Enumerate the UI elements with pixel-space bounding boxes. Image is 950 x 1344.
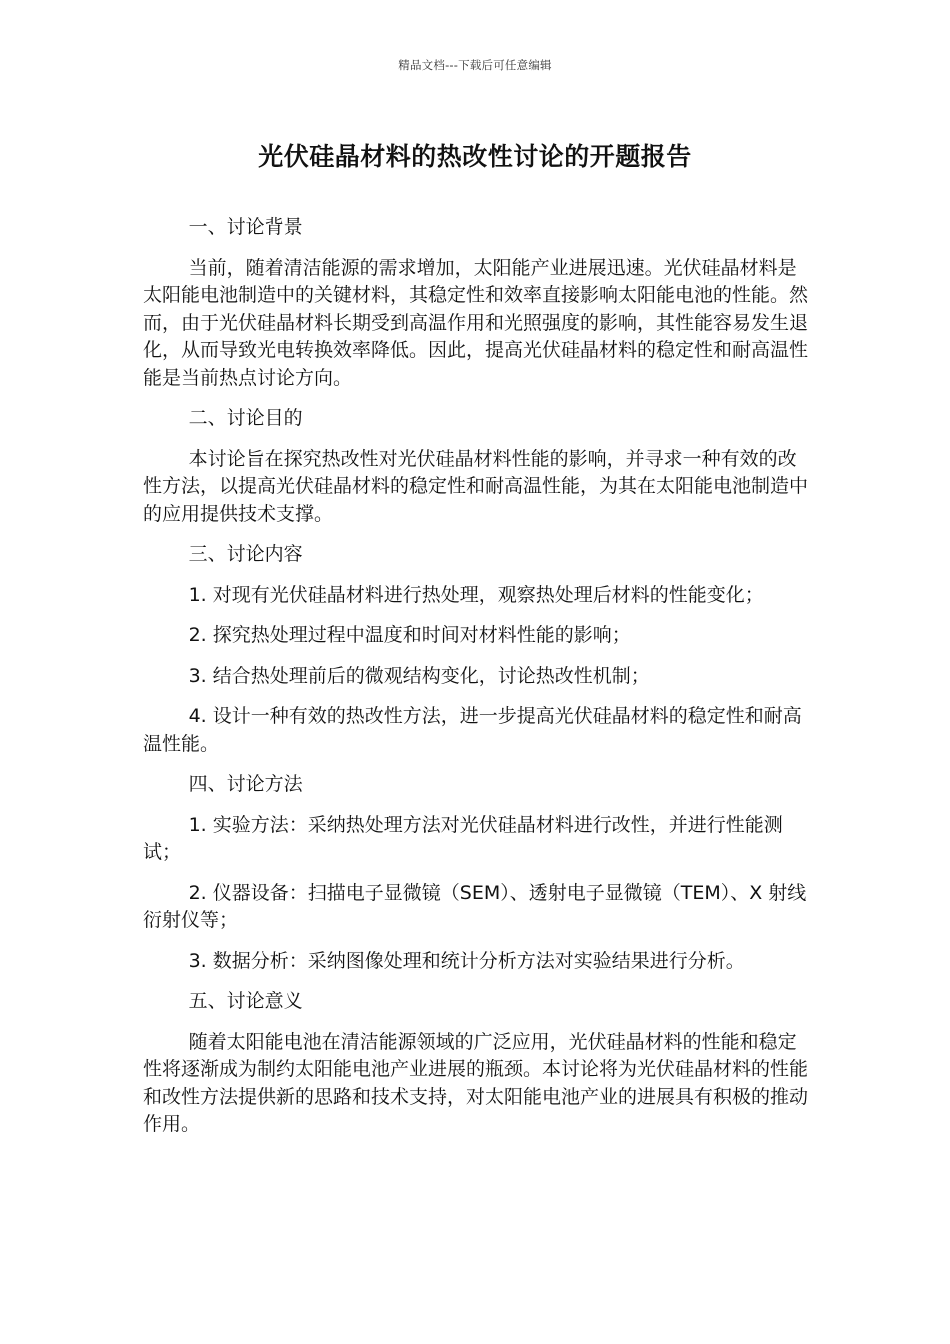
document-body — [143, 214, 808, 1152]
methods-item: 3. 数据分析：采纳图像处理和统计分析方法对实验结果进行分析。 — [188, 949, 745, 972]
background-paragraph: 当前，随着清洁能源的需求增加，太阳能产业进展迅速。光伏硅晶材料是太阳能电池制造中的关键材料，其稳定性和效率直接影响太阳能电池的性能。然而，由于光伏硅晶材料长期受到高温作用和光照强度的影响，其性能容易发生退化，从而导致光电转换效率降低。因此，提高光伏硅晶材料的稳定性和耐高温性能是当前热点讨论方向。 — [143, 256, 809, 389]
purpose-paragraph: 本讨论旨在探究热改性对光伏硅晶材料性能的影响，并寻求一种有效的改性方法，以提高光伏硅晶材料的稳定性和耐高温性能，为其在太阳能电池制造中的应用提供技术支撑。 — [143, 447, 809, 525]
section-heading-methods: 四、讨论方法 — [188, 773, 303, 795]
content-item: 1. 对现有光伏硅晶材料进行热处理，观察热处理后材料的性能变化； — [188, 583, 764, 606]
section-heading-content: 三、讨论内容 — [188, 543, 303, 565]
document-title: 光伏硅晶材料的热改性讨论的开题报告 — [258, 142, 692, 171]
methods-item: 2. 仪器设备：扫描电子显微镜（SEM）、透射电子显微镜（TEM）、X 射线衍射仪等； — [143, 881, 807, 931]
significance-paragraph: 随着太阳能电池在清洁能源领域的广泛应用，光伏硅晶材料的性能和稳定性将逐渐成为制约太阳能电池产业进展的瓶颈。本讨论将为光伏硅晶材料的性能和改性方法提供新的思路和技术支持，对太阳能电池产业的进展具有积极的推动作用。 — [143, 1030, 809, 1135]
section-heading-significance: 五、讨论意义 — [188, 990, 303, 1012]
header-note: 精品文档---下载后可任意编辑 — [398, 58, 552, 72]
content-item: 4. 设计一种有效的热改性方法，进一步提高光伏硅晶材料的稳定性和耐高温性能。 — [143, 705, 802, 755]
content-item: 3. 结合热处理前后的微观结构变化，讨论热改性机制； — [188, 664, 650, 687]
section-heading-purpose: 二、讨论目的 — [188, 407, 303, 429]
section-heading-background: 一、讨论背景 — [188, 216, 303, 238]
methods-item: 1. 实验方法：采纳热处理方法对光伏硅晶材料进行改性，并进行性能测试； — [143, 813, 783, 863]
content-item: 2. 探究热处理过程中温度和时间对材料性能的影响； — [188, 624, 631, 646]
